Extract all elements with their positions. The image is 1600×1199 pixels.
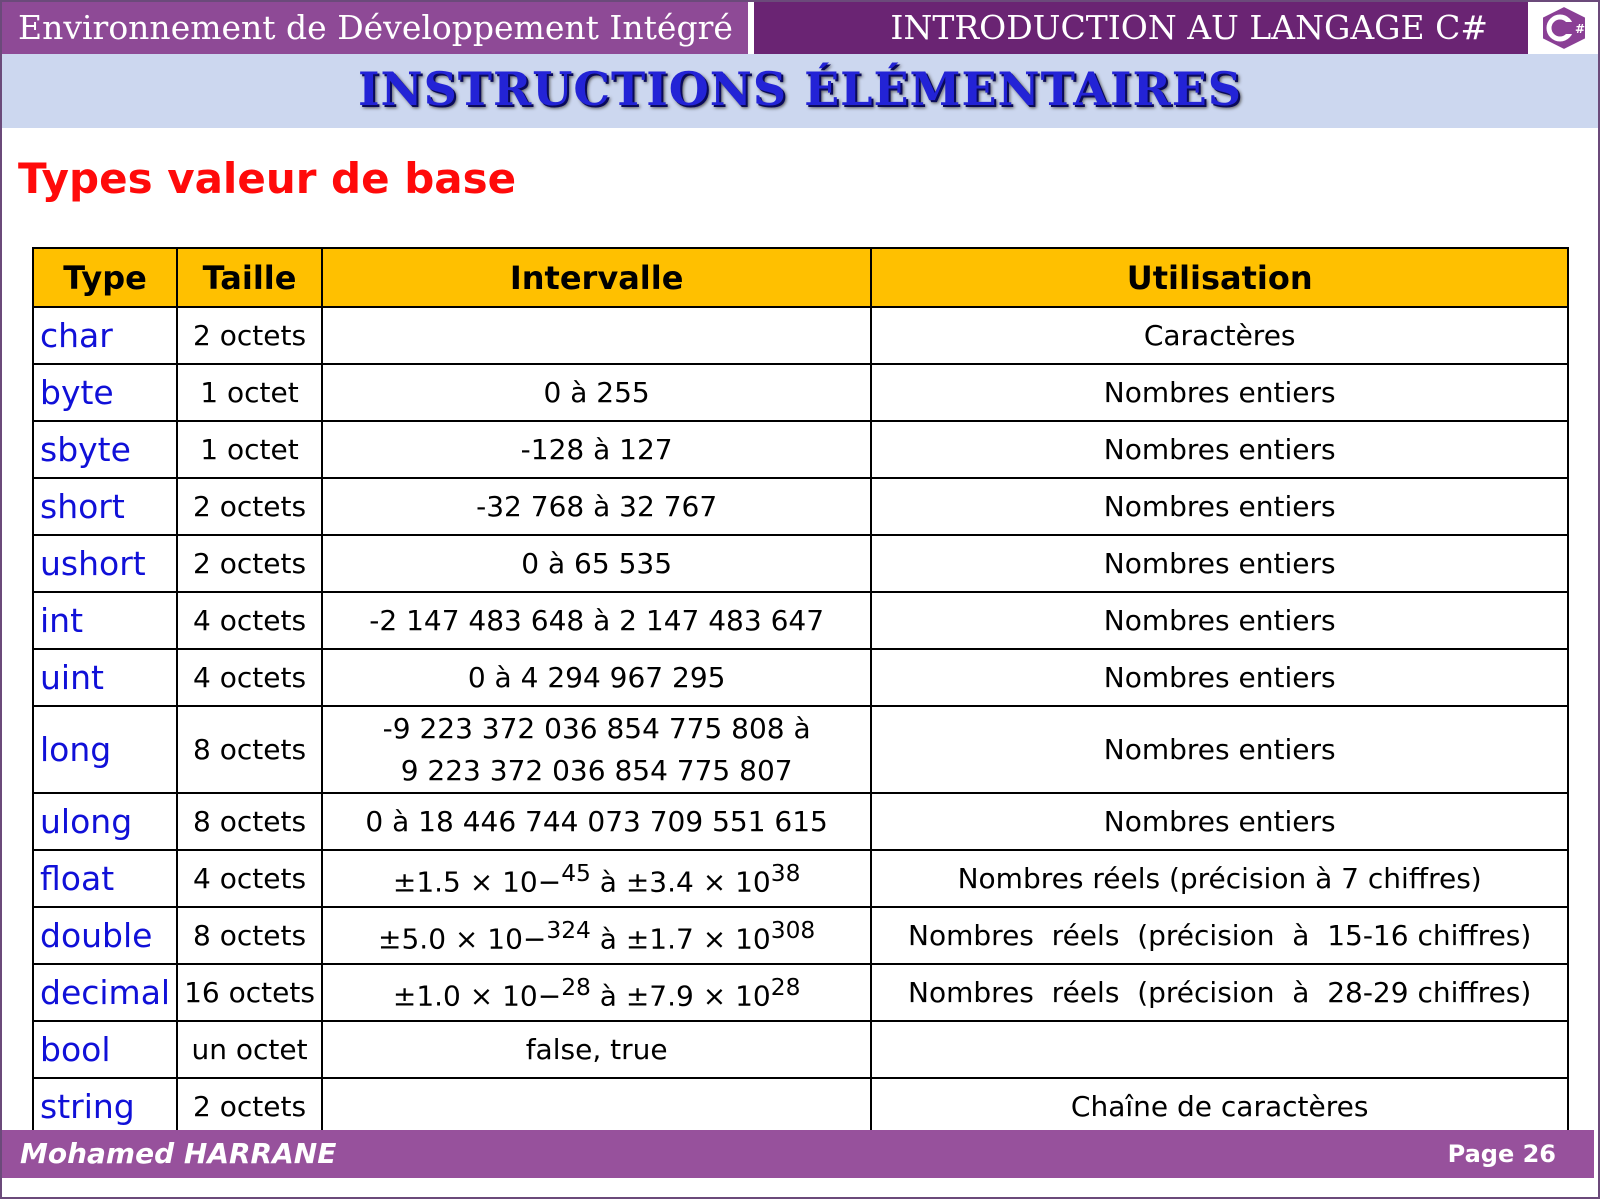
table-row [33,535,1568,592]
interval-line-2: 9 223 372 036 854 775 807 [400,753,793,787]
interval-high-exponent: 28 [770,972,801,1001]
interval-low: ±1.0 × 10− [392,979,562,1013]
usage-cell: Nombres entiers [871,793,1568,850]
usage-cell: Nombres entiers [871,421,1568,478]
type-cell: decimal [33,964,177,1021]
size-cell: 1 octet [177,421,322,478]
type-cell: byte [33,364,177,421]
table-row [33,706,1568,793]
interval-cell: -128 à 127 [322,421,871,478]
usage-cell: Nombres entiers [871,364,1568,421]
size-cell: 2 octets [177,307,322,364]
interval-cell [322,964,871,1021]
size-cell: 8 octets [177,907,322,964]
value-types-table [32,247,1569,1136]
interval-cell [322,907,871,964]
interval-cell [322,850,871,907]
table-row [33,478,1568,535]
type-cell: int [33,592,177,649]
size-cell: 2 octets [177,478,322,535]
interval-line-1: -9 223 372 036 854 775 808 à [382,711,811,745]
table-row [33,421,1568,478]
interval-high-exponent: 38 [770,858,801,887]
interval-cell [322,1078,871,1135]
table-row [33,850,1568,907]
interval-high: à ±3.4 × 10 [590,865,771,899]
section-title: Types valeur de base [18,154,517,203]
interval-low-exponent: 45 [561,858,591,887]
size-cell: 8 octets [177,706,322,793]
interval-low: ±5.0 × 10− [378,922,547,956]
interval-cell: 0 à 4 294 967 295 [322,649,871,706]
usage-cell: Nombres entiers [871,706,1568,793]
interval-cell: 0 à 18 446 744 073 709 551 615 [322,793,871,850]
interval-cell: false, true [322,1021,871,1078]
type-cell: char [33,307,177,364]
interval-cell: -32 768 à 32 767 [322,478,871,535]
usage-cell: Nombres entiers [871,478,1568,535]
type-cell: ushort [33,535,177,592]
table-header-row [33,248,1568,307]
csharp-logo-icon [1534,4,1594,52]
size-cell: 2 octets [177,1078,322,1135]
interval-high: à ±1.7 × 10 [590,922,771,956]
table-row [33,364,1568,421]
size-cell: 4 octets [177,850,322,907]
table-row [33,592,1568,649]
header-size: Taille [177,248,322,307]
size-cell: 4 octets [177,649,322,706]
usage-cell [871,1021,1568,1078]
type-cell: double [33,907,177,964]
header-interval: Intervalle [322,248,871,307]
header-type: Type [33,248,177,307]
table-row [33,793,1568,850]
interval-cell: 0 à 65 535 [322,535,871,592]
table-row [33,649,1568,706]
table-row [33,907,1568,964]
interval-low: ±1.5 × 10− [392,865,562,899]
type-cell: ulong [33,793,177,850]
table-row [33,1021,1568,1078]
interval-low-exponent: 28 [561,972,591,1001]
size-cell: 1 octet [177,364,322,421]
size-cell: 8 octets [177,793,322,850]
header-left-title: Environnement de Développement Intégré [2,2,748,54]
usage-cell: Caractères [871,307,1568,364]
type-cell: sbyte [33,421,177,478]
type-cell: long [33,706,177,793]
footer-author: Mohamed HARRANE [20,1137,337,1170]
size-cell: 2 octets [177,535,322,592]
usage-cell: Nombres réels (précision à 15-16 chiffres) [871,907,1568,964]
usage-cell: Chaîne de caractères [871,1078,1568,1135]
svg-text:#: # [1575,22,1586,36]
size-cell: 16 octets [177,964,322,1021]
header-right-title: INTRODUCTION AU LANGAGE C# [754,2,1528,54]
interval-cell [322,307,871,364]
interval-high-exponent: 308 [770,915,816,944]
interval-cell: 0 à 255 [322,364,871,421]
interval-low-exponent: 324 [546,915,591,944]
footer [2,1130,1594,1178]
table-row [33,307,1568,364]
header-usage: Utilisation [871,248,1568,307]
size-cell: 4 octets [177,592,322,649]
interval-cell [322,706,871,793]
slide-title: INSTRUCTIONS ÉLÉMENTAIRES [358,62,1242,116]
usage-cell: Nombres entiers [871,535,1568,592]
table-row [33,964,1568,1021]
usage-cell: Nombres entiers [871,592,1568,649]
type-cell: string [33,1078,177,1135]
type-cell: uint [33,649,177,706]
title-band [2,54,1598,128]
type-cell: float [33,850,177,907]
usage-cell: Nombres entiers [871,649,1568,706]
interval-high: à ±7.9 × 10 [590,979,771,1013]
table-row [33,1078,1568,1135]
usage-cell: Nombres réels (précision à 28-29 chiffres) [871,964,1568,1021]
size-cell: un octet [177,1021,322,1078]
usage-cell: Nombres réels (précision à 7 chiffres) [871,850,1568,907]
page-number: Page 26 [1447,1140,1556,1168]
interval-cell: -2 147 483 648 à 2 147 483 647 [322,592,871,649]
type-cell: short [33,478,177,535]
type-cell: bool [33,1021,177,1078]
